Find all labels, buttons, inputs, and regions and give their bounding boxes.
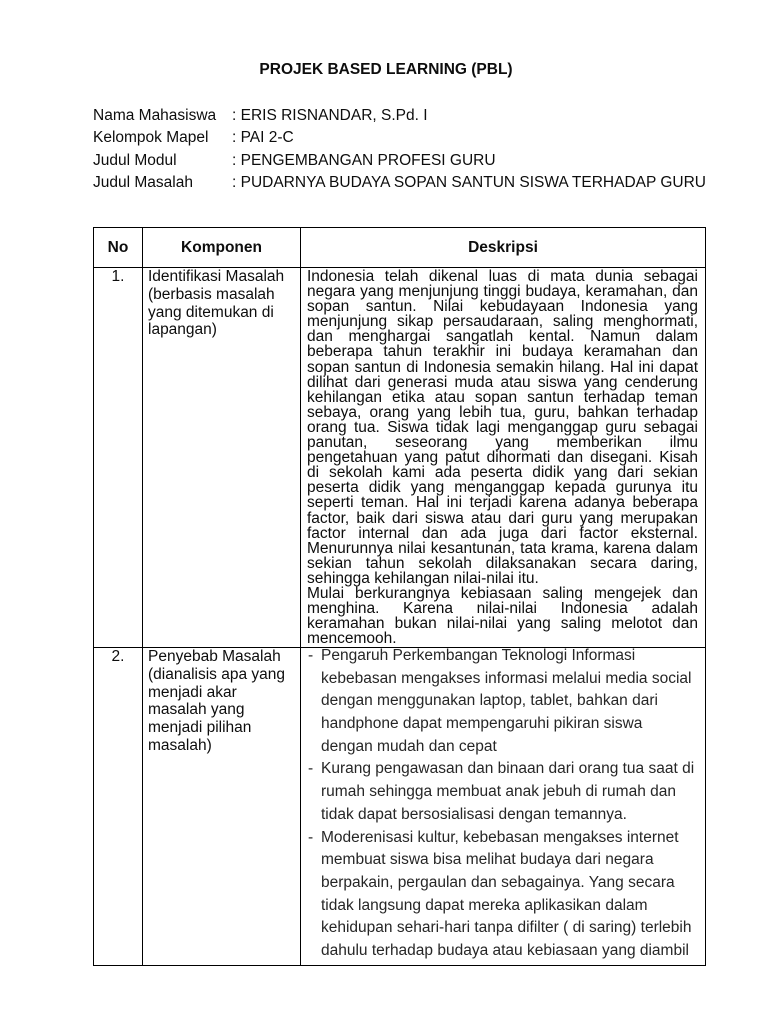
description-cell bbox=[301, 268, 705, 647]
problem-title-label: Judul Masalah bbox=[93, 174, 193, 192]
cause-line: dahulu terhadap budaya atau kebiasaan yang diambil bbox=[321, 941, 689, 959]
student-name-value: : ERIS RISNANDAR, S.Pd. I bbox=[232, 107, 428, 124]
bullet-marker: - bbox=[308, 828, 314, 846]
description-line: menjunjung sikap persaudaraan, saling menghormati, bbox=[307, 313, 698, 331]
bullet-marker: - bbox=[308, 648, 314, 664]
cause-item bbox=[308, 827, 698, 963]
cause-line: Kurang pengawasan dan binaan dari orang tua saat di bbox=[321, 760, 695, 778]
cause-item bbox=[308, 648, 698, 758]
description-line: pengetahuan yang patut dihormati dan disegani. Kisah bbox=[307, 449, 698, 467]
bullet-marker: - bbox=[308, 760, 314, 778]
description-line: sopan santun. Nilai kebudayaan Indonesia yang bbox=[307, 298, 698, 316]
component-line: masalah yang bbox=[148, 701, 245, 719]
description-line: beberapa tahun terakhir ini budaya keramahan dan bbox=[307, 343, 698, 361]
subject-group-value: : PAI 2-C bbox=[232, 129, 294, 147]
component-line: menjadi pilihan bbox=[148, 719, 252, 737]
pbl-component-table bbox=[93, 227, 706, 966]
component-line: menjadi akar bbox=[148, 683, 237, 701]
description-line: mencemooh. bbox=[307, 630, 397, 647]
subject-group-row bbox=[93, 127, 733, 149]
description-paragraph bbox=[307, 269, 698, 586]
module-title-label: Judul Modul bbox=[93, 151, 177, 169]
component-line: yang ditemukan di bbox=[148, 303, 274, 321]
problem-title-row bbox=[93, 172, 733, 194]
description-line: menghina. Karena nilai-nilai Indonesia adalah bbox=[307, 600, 698, 618]
description-line: peserta didik yang menganggap kepada gurunya itu bbox=[307, 479, 698, 497]
document-title: PROJEK BASED LEARNING (PBL) bbox=[259, 61, 513, 78]
cause-line: dengan mudah dan cepat bbox=[321, 737, 497, 755]
description-line: orang tua. Siswa tidak lagi menganggap guru sebagai bbox=[307, 418, 698, 436]
cause-line: tidak langsung dapat mereka aplikasikan dalam bbox=[321, 896, 648, 914]
component-cell bbox=[143, 648, 301, 965]
cause-line: tidak dapat bersosialisasi dengan temannya. bbox=[321, 805, 627, 823]
table-row bbox=[94, 648, 705, 965]
component-cell bbox=[143, 268, 301, 647]
header-component: Komponen bbox=[143, 228, 301, 267]
component-line: masalah) bbox=[148, 736, 212, 754]
description-line: Indonesia telah dikenal luas di mata dunia sebagai bbox=[307, 268, 698, 285]
problem-title-value: : PUDARNYA BUDAYA SOPAN SANTUN SISWA TERHADAP GURU bbox=[232, 174, 706, 192]
description-cell bbox=[301, 648, 705, 965]
description-line: Menurunnya nilai kesantunan, tata krama, karena dalam bbox=[307, 539, 698, 557]
description-line: dan menghargai sangatlah kental. Namun dalam bbox=[307, 328, 698, 346]
description-line: negara yang menjunjung tinggi budaya, keramahan, dan bbox=[307, 283, 698, 301]
row-number: 1. bbox=[94, 268, 143, 647]
cause-line: handphone dapat mempengaruhi pikiran siswa bbox=[321, 715, 643, 733]
description-line: factor, baik dari siswa atau dari guru yang merupakan bbox=[307, 509, 698, 527]
component-line: (dianalisis apa yang bbox=[148, 665, 286, 683]
component-line: Penyebab Masalah bbox=[148, 648, 281, 665]
cause-line: Pengaruh Perkembangan Teknologi Informasi bbox=[321, 648, 636, 664]
description-line: seperti teman. Hal ini terjadi karena adanya beberapa bbox=[307, 494, 698, 512]
description-line: panutan, seseorang yang memberikan ilmu bbox=[307, 434, 698, 452]
description-line: factor internal dan ada juga dari factor eksternal. bbox=[307, 524, 698, 542]
description-line: di sekolah kami ada peserta didik yang dari sekian bbox=[307, 464, 698, 482]
student-name-label: Nama Mahasiswa bbox=[93, 107, 217, 124]
cause-line: membuat siswa bisa melihat budaya dari negara bbox=[321, 851, 654, 869]
cause-line: kehidupan sehari-hari tanpa difilter ( di saring) terlebih bbox=[321, 919, 692, 937]
cause-line: kebebasan mengakses informasi melalui media social bbox=[321, 669, 692, 687]
header-description: Deskripsi bbox=[468, 239, 538, 256]
table-header-row bbox=[94, 228, 705, 268]
header-no: No bbox=[94, 228, 143, 267]
description-line: kehilangan etika atau sopan santun terhadap teman bbox=[307, 388, 698, 406]
module-title-value: : PENGEMBANGAN PROFESI GURU bbox=[232, 151, 496, 169]
cause-item bbox=[308, 758, 698, 826]
cause-line: rumah sehingga membuat anak jebuh di rumah dan bbox=[321, 783, 677, 801]
description-line: Mulai berkurangnya kebiasaan saling mengejek dan bbox=[307, 584, 698, 602]
description-line: sehingga kehilangan nilai-nilai itu. bbox=[307, 569, 539, 587]
component-line: lapangan) bbox=[148, 321, 217, 339]
description-line: keramahan bukan nilai-nilai yang saling melotot dan bbox=[307, 615, 698, 633]
student-name-row bbox=[93, 105, 733, 127]
table-row bbox=[94, 268, 705, 648]
component-line: (berbasis masalah bbox=[148, 285, 275, 303]
description-line: sopan santun di Indonesia semakin hilang. Hal ini dapat bbox=[307, 358, 698, 376]
description-line: dilihat dari generasi muda atau siswa yang cenderung bbox=[307, 373, 698, 391]
module-title-row bbox=[93, 150, 733, 172]
cause-list bbox=[308, 648, 698, 963]
cause-line: dengan menggunakan laptop, tablet, bahkan dari bbox=[321, 692, 658, 710]
identity-block bbox=[93, 105, 733, 195]
component-line: Identifikasi Masalah bbox=[148, 268, 285, 285]
row-number: 2. bbox=[94, 648, 143, 965]
subject-group-label: Kelompok Mapel bbox=[93, 129, 209, 147]
description-line: sekian tahun sekolah dilaksanakan secara daring, bbox=[307, 554, 698, 572]
description-line: sebaya, orang yang lebih tua, guru, bahkan terhadap bbox=[307, 403, 698, 421]
cause-line: berpakain, pergaulan dan sebagainya. Yang secara bbox=[321, 873, 675, 891]
cause-line: Moderenisasi kultur, kebebasan mengakses internet bbox=[321, 828, 679, 846]
description-paragraph bbox=[307, 586, 698, 646]
